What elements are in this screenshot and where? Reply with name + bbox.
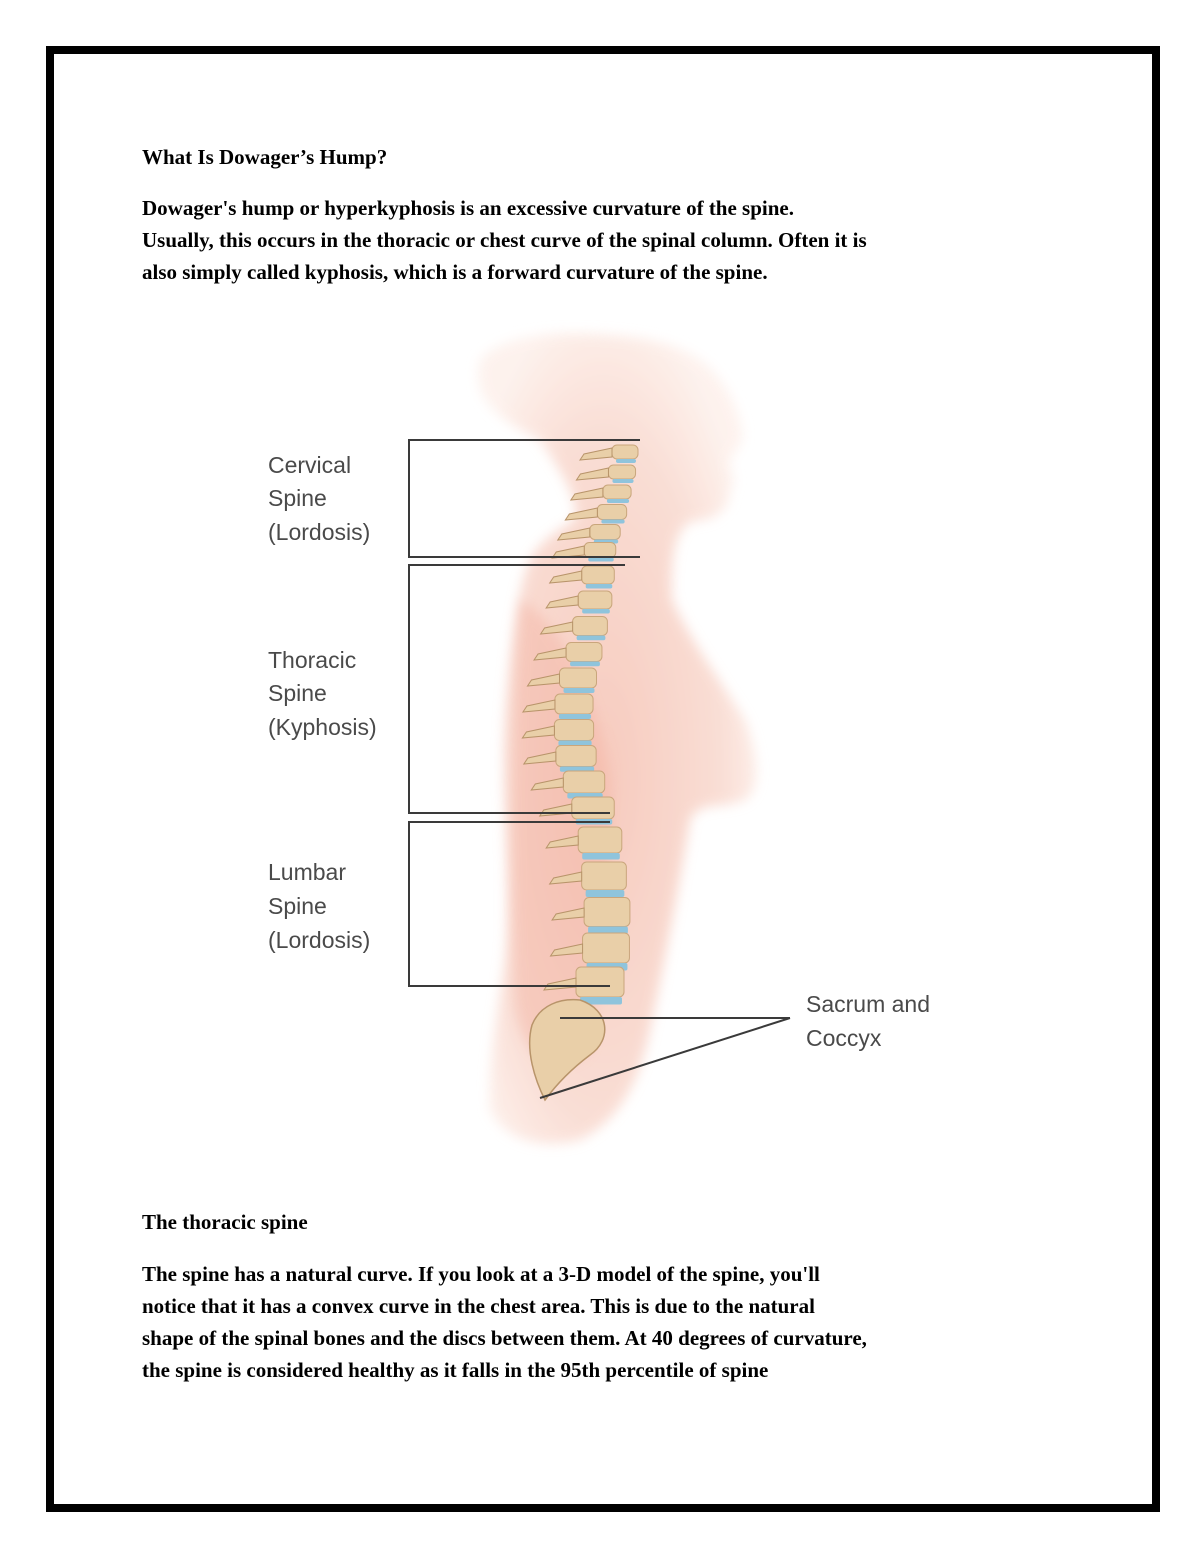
vertebra [584,898,630,927]
thoracic-paragraph [142,1258,1082,1386]
vertebra [576,967,624,997]
lumbar-label-line: Spine [268,893,327,919]
vertebra [572,797,615,819]
vertebra [554,720,593,741]
vertebra [590,525,620,540]
paragraph-line: shape of the spinal bones and the discs between them. At 40 degrees of curvature, [142,1326,867,1350]
intervertebral-disc [582,609,610,614]
paragraph-line: also simply called kyphosis, which is a forward curvature of the spine. [142,260,768,284]
thoracic-label-line: Thoracic [268,647,357,673]
vertebra [555,694,593,714]
cervical-label [268,452,370,545]
paragraph-line: The spine has a natural curve. If you look at a 3-D model of the spine, you'll [142,1262,820,1286]
vertebra [573,617,608,636]
lumbar-label [268,859,370,953]
intervertebral-disc [582,853,620,860]
paragraph-line: the spine is considered healthy as it falls in the 95th percentile of spine [142,1358,769,1382]
cervical-label-line: Spine [268,485,327,511]
vertebra [556,746,596,767]
intervertebral-disc [577,636,606,641]
intervertebral-disc [612,479,633,483]
vertebra [582,566,615,584]
vertebra [584,543,616,558]
thoracic-label-line: Spine [268,680,327,706]
intervertebral-disc [558,741,591,746]
sacrum-label-line: Sacrum and [806,991,931,1017]
vertebra [578,591,612,609]
paragraph-line: Dowager's hump or hyperkyphosis is an excessive curvature of the spine. [142,196,794,220]
paragraph-line: notice that it has a convex curve in the chest area. This is due to the natural [142,1294,815,1318]
lumbar-label-line: (Lordosis) [268,927,371,953]
section-heading-thoracic-spine: The thoracic spine [142,1210,308,1234]
intervertebral-disc [586,890,625,897]
intervertebral-disc [616,459,636,463]
sacrum-label [806,991,930,1051]
vertebra [597,505,626,520]
intervertebral-disc [564,688,595,693]
paragraph-line: Usually, this occurs in the thoracic or chest curve of the spinal column. Often it is [142,228,867,252]
sacrum-label-line: Coccyx [806,1025,882,1051]
thoracic-label [268,647,377,740]
intervertebral-disc [588,558,614,562]
lumbar-label-line: Lumbar [268,859,346,885]
intervertebral-disc [601,520,624,524]
intervertebral-disc [586,584,613,589]
vertebra [566,643,602,662]
vertebra [608,465,635,479]
cervical-label-line: Cervical [268,452,352,478]
vertebra [560,668,597,688]
vertebra [582,862,627,890]
vertebra [578,827,622,853]
thoracic-label-line: (Kyphosis) [268,714,377,740]
intervertebral-disc [607,499,629,503]
vertebra [583,933,630,963]
intervertebral-disc [570,662,600,667]
intervertebral-disc [559,714,591,719]
section-heading-dowagers-hump: What Is Dowager’s Hump? [142,145,388,169]
vertebra [563,771,604,793]
vertebra [603,485,631,499]
cervical-label-line: (Lordosis) [268,519,371,545]
vertebra [612,445,638,459]
